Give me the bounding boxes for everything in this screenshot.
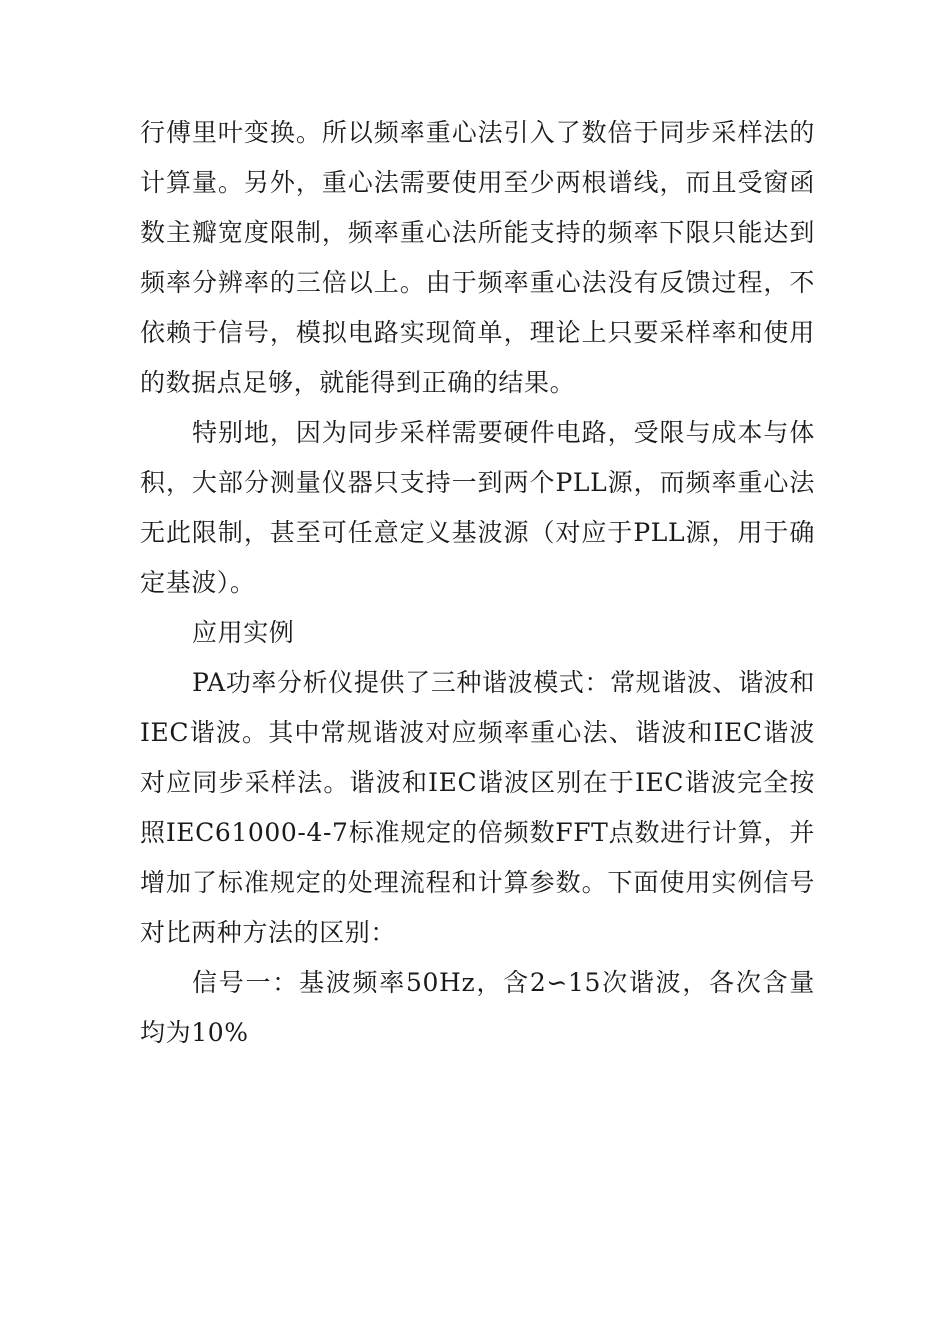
section-heading-application-example: 应用实例: [192, 618, 295, 647]
document-body: [140, 108, 815, 1058]
paragraph-continuation: 行傅里叶变换。所以频率重心法引入了数倍于同步采样法的计算量。另外，重心法需要使用至少两根谱线，而且受窗函数主瓣宽度限制，频率重心法所能支持的频率下限只能达到频率分辨率的三倍以上。由于频率重心法没有反馈过程，不依赖于信号，模拟电路实现简单，理论上只要采样率和使用的数据点足够，就能得到正确的结果。: [140, 118, 815, 397]
paragraph-harmonic-modes: PA功率分析仪提供了三种谐波模式：常规谐波、谐波和IEC谐波。其中常规谐波对应频率重心法、谐波和IEC谐波对应同步采样法。谐波和IEC谐波区别在于IEC谐波完全按照IEC61000-4-7标准规定的倍频数FFT点数进行计算，并增加了标准规定的处理流程和计算参数。下面使用实例信号对比两种方法的区别：: [140, 668, 815, 947]
paragraph-signal-one: 信号一：基波频率50Hz，含2∽15次谐波，各次含量均为10%: [140, 968, 815, 1047]
paragraph-pll-sources: 特别地，因为同步采样需要硬件电路，受限与成本与体积，大部分测量仪器只支持一到两个PLL源，而频率重心法无此限制，甚至可任意定义基波源（对应于PLL源，用于确定基波）。: [140, 418, 815, 597]
